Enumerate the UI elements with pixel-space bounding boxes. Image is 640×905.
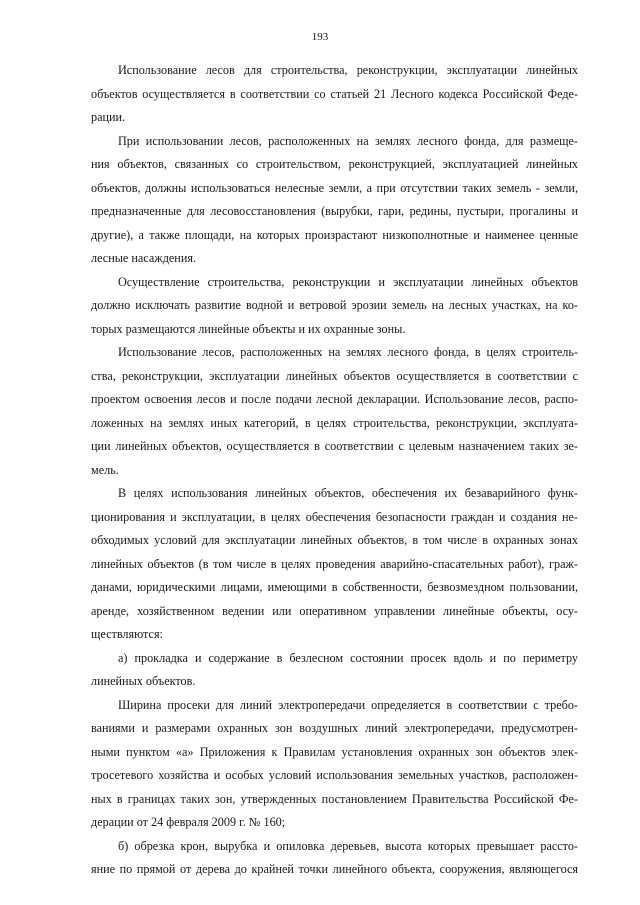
text-line: предназначенные для лесовосстановления (вырубки, гари, редины, пустыри, прогалины и (91, 204, 578, 218)
text-line: Использование лесов для строительства, реконструкции, эксплуатации линейных (118, 63, 578, 77)
text-line: Осуществление строительства, реконструкции и эксплуатации линейных объектов (118, 274, 578, 289)
page-number: 193 (311, 31, 329, 43)
text-line: Ширина просеки для линий электропередачи определяется в соответствии с требо- (118, 697, 578, 712)
text-line: лесные насаждения. (91, 251, 196, 265)
paragraph-6 (91, 647, 578, 694)
paragraph-5 (91, 482, 578, 647)
text-line: должно исключать развитие водной и ветровой эрозии земель на лесных участках, на ко- (91, 298, 578, 312)
text-line: ционирования и эксплуатации, в целях обеспечения безопасности граждан и создания не- (91, 509, 578, 524)
text-line: ния объектов, связанных со строительством, реконструкцией, эксплуатацией линейных (91, 157, 578, 171)
text-line: обходимых условий для эксплуатации линейных объектов, в том числе в охранных зонах (91, 533, 578, 547)
text-line: ществляются: (91, 627, 163, 641)
paragraph-8 (91, 835, 578, 882)
document-body (91, 59, 578, 882)
text-line: дерации от 24 февраля 2009 г. № 160; (91, 815, 286, 829)
text-line: б) обрезка крон, вырубка и опиловка деревьев, высота которых превышает рассто- (118, 838, 578, 853)
text-line: другие), а также площади, на которых произрастают низкополнотные и наименее ценные (91, 227, 578, 242)
paragraph-4 (91, 341, 578, 482)
text-line: ства, реконструкции, эксплуатации линейных объектов осуществляется в соответствии с (91, 368, 578, 383)
paragraph-2 (91, 130, 578, 271)
text-line: данами, юридическими лицами, имеющими в собственности, безвозмездном пользовании, (91, 580, 578, 594)
text-line: тросетевого хозяйства и особых условий использования земельных участков, расположен- (91, 768, 578, 782)
text-line: ными пунктом «а» Приложения к Правилам установления охранных зон объектов элек- (91, 744, 578, 759)
text-line: торых размещаются линейные объекты и их охранные зоны. (91, 321, 406, 336)
paragraph-3 (91, 271, 578, 342)
text-line: ваниями и размерами охранных зон воздушных линий электропередачи, предусмотрен- (91, 721, 578, 735)
text-line: линейных объектов. (91, 674, 196, 688)
text-line: объектов, должны использоваться нелесные земли, а при отсутствии таких земель - земли, (91, 180, 578, 195)
text-line: проектом освоения лесов и после подачи лесной декларации. Использование лесов, распо- (91, 392, 578, 406)
paragraph-1 (91, 59, 578, 130)
text-line: Использование лесов, расположенных на землях лесного фонда, в целях строитель- (118, 345, 578, 359)
text-line: яние по прямой от дерева до крайней точки линейного объекта, сооружения, являющегося (91, 862, 578, 876)
text-line: мель. (91, 462, 119, 477)
text-line: аренде, хозяйственном ведении или оперативном управлении линейные объекты, осу- (91, 603, 578, 618)
paragraph-7 (91, 694, 578, 835)
text-line: ных в границах таких зон, утвержденных постановлением Правительства Российской Фе- (91, 791, 578, 806)
text-line: линейных объектов (в том числе в целях проведения аварийно-спасательных работ), граж- (91, 556, 578, 571)
text-line: объектов осуществляется в соответствии со статьей 21 Лесного кодекса Российской Феде- (91, 86, 578, 101)
text-line: При использовании лесов, расположенных на землях лесного фонда, для размеще- (118, 133, 578, 148)
text-line: ции линейных объектов, осуществляется в соответствии с целевым назначением таких зе- (91, 439, 578, 453)
text-line: В целях использования линейных объектов, обеспечения их безаварийного функ- (118, 486, 578, 500)
text-line: рации. (91, 110, 126, 124)
text-line: ложенных на землях иных категорий, в целях строительства, реконструкции, эксплуата- (91, 415, 578, 430)
text-line: а) прокладка и содержание в безлесном состоянии просек вдоль и по периметру (118, 650, 578, 665)
